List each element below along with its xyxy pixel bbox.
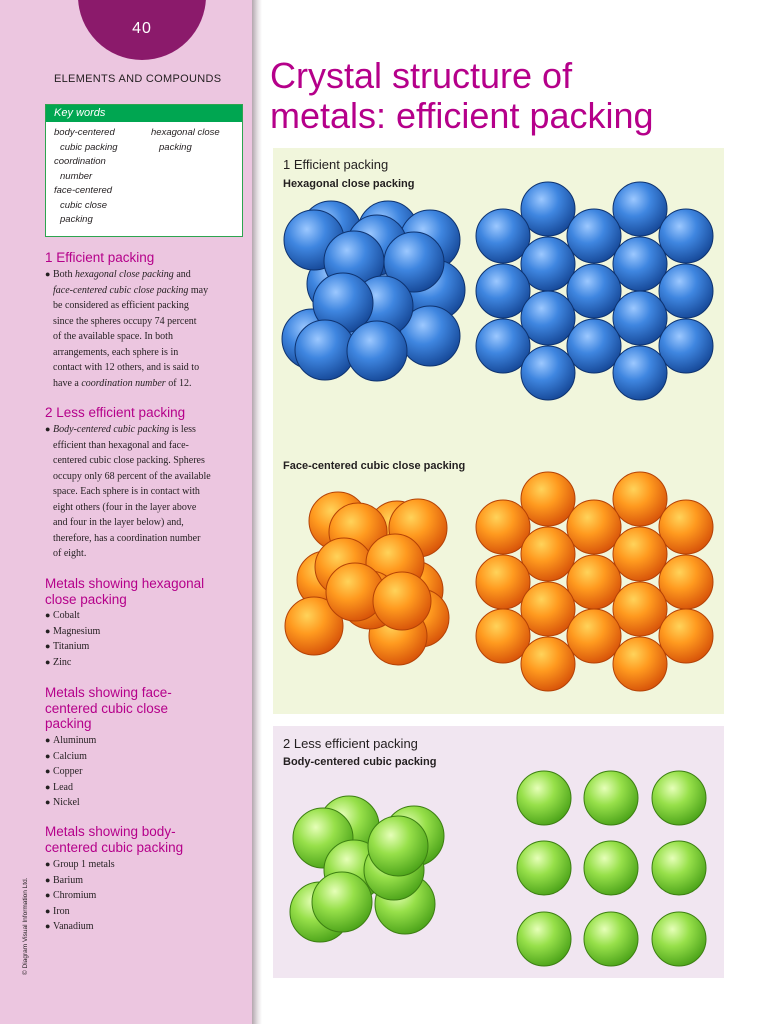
sphere (613, 527, 667, 581)
sphere (659, 500, 713, 554)
sidebar-heading-efficient: 1 Efficient packing (45, 250, 155, 265)
list-item: ● Copper (45, 766, 83, 777)
sphere (567, 500, 621, 554)
efficient-packing-text: ● Both hexagonal close packing and face-centered cubic close packing may be considered as efficient packing since the spheres occupy 74 percent of the available space. In both arrangements, each sphere is in contact with 12 others, and is said to have a coordination number of 12. (45, 267, 245, 391)
sphere (567, 209, 621, 263)
copyright-notice: © Diagram Visual Information Ltd. (22, 877, 29, 975)
sidebar-heading-hex-metals: Metals showing hexagonal close packing (45, 576, 205, 607)
sphere (295, 320, 355, 380)
sphere (373, 572, 431, 630)
less-efficient-packing-text: ● Body-centered cubic packing is less efficient than hexagonal and face- centered cubic close packing. Spheres occupy only 68 percent of the available space. Each sphere is in contact with eight others (four in the layer above and four in the layer below) and, therefore, has a coordination number of eight. (45, 422, 245, 562)
list-item: ● Lead (45, 781, 73, 793)
bullet: ● (45, 424, 51, 434)
sphere (584, 912, 638, 966)
list-item: ● Calcium (45, 750, 87, 762)
list-item: ● Group 1 metals (45, 859, 115, 870)
list-item: ● Nickel (45, 797, 80, 808)
list-item: ● Titanium (45, 641, 90, 652)
sphere (521, 472, 575, 526)
sphere (652, 912, 706, 966)
face-centered-cubic-layer-diagram (476, 472, 713, 691)
keyword: body-centered cubic packing (54, 127, 118, 153)
sphere (584, 771, 638, 825)
sphere (567, 555, 621, 609)
sphere (567, 609, 621, 663)
list-item: ● Aluminum (45, 735, 97, 746)
keyword: hexagonal close packing (151, 127, 220, 153)
keyword: coordination number (54, 156, 106, 182)
hexagonal-close-packing-layer-diagram (476, 182, 713, 400)
face-centered-cubic-3d-diagram (285, 492, 449, 665)
sphere (584, 841, 638, 895)
keyword: face-centered cubic close packing (54, 185, 113, 225)
sphere (659, 609, 713, 663)
body-centered-cubic-layer-diagram (517, 771, 706, 966)
sphere (652, 841, 706, 895)
list-item: ● Zinc (45, 656, 72, 668)
page-number: 40 (132, 20, 152, 37)
sidebar-heading-bcc-metals: Metals showing body- centered cubic packing (45, 824, 184, 855)
sphere (659, 319, 713, 373)
sphere (347, 321, 407, 381)
sphere (312, 872, 372, 932)
sidebar-heading-less-efficient: 2 Less efficient packing (45, 405, 186, 420)
sphere (476, 609, 530, 663)
list-item: ● Magnesium (45, 625, 101, 637)
panel-title: 2 Less efficient packing (283, 736, 418, 751)
body-centered-cubic-3d-diagram (290, 796, 444, 942)
sphere (521, 527, 575, 581)
sphere (613, 346, 667, 400)
page-title: Crystal structure of metals: efficient packing (270, 55, 654, 136)
hexagonal-close-packing-3d-diagram (282, 201, 465, 381)
sphere (652, 771, 706, 825)
sphere (517, 771, 571, 825)
list-item: ● Vanadium (45, 921, 94, 932)
bullet: ● (45, 269, 51, 279)
sphere (613, 237, 667, 291)
sphere (521, 291, 575, 345)
key-words-header: Key words (46, 105, 242, 122)
panel-subtitle-hcp: Hexagonal close packing (283, 178, 415, 190)
panel-title: 1 Efficient packing (283, 157, 389, 172)
sphere (521, 346, 575, 400)
sphere (659, 209, 713, 263)
sphere (659, 555, 713, 609)
sidebar-heading-fcc-metals: Metals showing face- centered cubic close packing (45, 685, 172, 731)
list-item: ● Barium (45, 874, 83, 886)
sphere (368, 816, 428, 876)
list-item: ● Chromium (45, 890, 97, 901)
sphere (517, 912, 571, 966)
sphere (613, 637, 667, 691)
panel-subtitle-fcc: Face-centered cubic close packing (283, 460, 466, 472)
section-label: ELEMENTS AND COMPOUNDS (54, 73, 222, 85)
list-item: ● Cobalt (45, 610, 80, 621)
sphere (567, 319, 621, 373)
sphere (613, 182, 667, 236)
sphere (613, 291, 667, 345)
sphere (613, 472, 667, 526)
list-item: ● Iron (45, 905, 70, 917)
panel-subtitle-bcc: Body-centered cubic packing (283, 756, 437, 768)
sphere (567, 264, 621, 318)
sphere (517, 841, 571, 895)
sphere (476, 209, 530, 263)
sphere (659, 264, 713, 318)
sphere (521, 637, 575, 691)
sphere (613, 582, 667, 636)
